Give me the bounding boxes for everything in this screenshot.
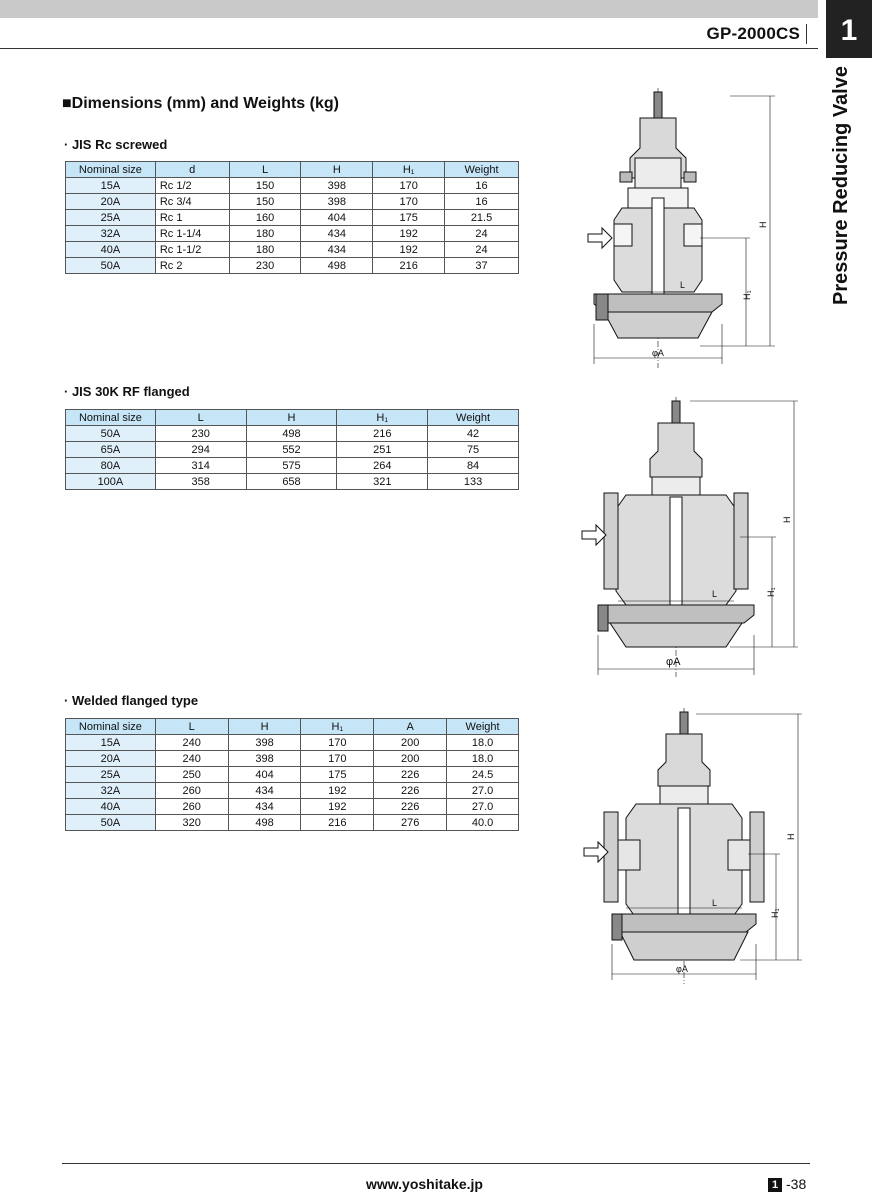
cell: 434 [301, 242, 373, 258]
cell: 192 [373, 242, 445, 258]
table-row [66, 258, 519, 274]
table-row [66, 242, 519, 258]
cell: Rc 2 [155, 258, 229, 274]
cell: 230 [155, 426, 246, 442]
cell: 15A [66, 178, 156, 194]
dim-label-h1: H₁ [766, 587, 776, 597]
cell: 498 [301, 258, 373, 274]
cell: 398 [301, 194, 373, 210]
table-row [66, 178, 519, 194]
cell: 180 [229, 242, 301, 258]
cell: 21.5 [445, 210, 519, 226]
cell: 40.0 [447, 815, 519, 831]
section-title: ■Dimensions (mm) and Weights (kg) [62, 95, 339, 112]
cell: 32A [66, 783, 156, 799]
header-bar [0, 0, 818, 18]
cell: 170 [301, 751, 374, 767]
cell: 230 [229, 258, 301, 274]
cell: 216 [337, 426, 428, 442]
cell: 100A [66, 474, 156, 490]
col-header: Weight [428, 410, 519, 426]
cell: 80A [66, 458, 156, 474]
dim-label-a: φA [652, 348, 664, 358]
cell: 170 [373, 178, 445, 194]
cell: 398 [228, 751, 301, 767]
cell: 358 [155, 474, 246, 490]
cell: Rc 3/4 [155, 194, 229, 210]
cell: 16 [445, 194, 519, 210]
table-row [66, 799, 519, 815]
table-row [66, 767, 519, 783]
cell: 175 [373, 210, 445, 226]
cell: 50A [66, 815, 156, 831]
dim-label-l: L [712, 898, 718, 908]
cell: 40A [66, 242, 156, 258]
cell: 240 [155, 751, 228, 767]
dim-label-h: H [758, 221, 768, 228]
cell: 24.5 [447, 767, 519, 783]
col-header: Weight [447, 719, 519, 735]
table-row [66, 751, 519, 767]
cell: 18.0 [447, 751, 519, 767]
flanged-table-title: · JIS 30K RF flanged [64, 384, 190, 399]
cell: 434 [228, 799, 301, 815]
cell: 276 [374, 815, 447, 831]
col-header: H₁ [373, 162, 445, 178]
cell: 320 [155, 815, 228, 831]
table-row [66, 226, 519, 242]
col-header: d [155, 162, 229, 178]
cell: 200 [374, 735, 447, 751]
cell: 314 [155, 458, 246, 474]
cell: 498 [246, 426, 337, 442]
cell: 25A [66, 210, 156, 226]
cell: Rc 1-1/4 [155, 226, 229, 242]
cell: Rc 1-1/2 [155, 242, 229, 258]
col-header: L [229, 162, 301, 178]
table-row [66, 458, 519, 474]
table-row [66, 442, 519, 458]
cell: 398 [228, 735, 301, 751]
cell: 250 [155, 767, 228, 783]
cell: 192 [301, 783, 374, 799]
cell: 24 [445, 242, 519, 258]
cell: 150 [229, 178, 301, 194]
header-separator [806, 24, 807, 44]
cell: 15A [66, 735, 156, 751]
col-header: L [155, 410, 246, 426]
cell: 65A [66, 442, 156, 458]
cell: 575 [246, 458, 337, 474]
cell: 240 [155, 735, 228, 751]
cell: 18.0 [447, 735, 519, 751]
cell: 175 [301, 767, 374, 783]
screwed-table-title: · JIS Rc screwed [64, 137, 168, 152]
chapter-tab: 1 [826, 0, 872, 58]
cell: 40A [66, 799, 156, 815]
welded-table-title: · Welded flanged type [64, 693, 199, 708]
cell: 552 [246, 442, 337, 458]
side-title-text: Pressure Reducing Valve [830, 66, 852, 306]
col-header: H [246, 410, 337, 426]
cell: 20A [66, 751, 156, 767]
side-title [826, 66, 856, 346]
dim-label-l: L [680, 280, 686, 290]
cell: 170 [373, 194, 445, 210]
flanged-table [65, 409, 519, 490]
table-row [66, 474, 519, 490]
page-chapter-box: 1 [768, 1178, 782, 1192]
cell: 50A [66, 258, 156, 274]
cell: 27.0 [447, 783, 519, 799]
cell: 434 [228, 783, 301, 799]
cell: 216 [373, 258, 445, 274]
table-header-row [66, 719, 519, 735]
col-header: Nominal size [66, 162, 156, 178]
cell: 251 [337, 442, 428, 458]
cell: 226 [374, 783, 447, 799]
table-row [66, 815, 519, 831]
cell: 150 [229, 194, 301, 210]
welded-table [65, 718, 519, 831]
cell: 226 [374, 799, 447, 815]
cell: 37 [445, 258, 519, 274]
cell: 321 [337, 474, 428, 490]
cell: 264 [337, 458, 428, 474]
cell: 84 [428, 458, 519, 474]
col-header: H [228, 719, 301, 735]
cell: 180 [229, 226, 301, 242]
table-row [66, 210, 519, 226]
dim-label-h1: H₁ [742, 290, 752, 300]
cell: 75 [428, 442, 519, 458]
flanged-valve-drawing [580, 397, 800, 677]
dim-label-h1: H₁ [770, 908, 780, 918]
cell: 24 [445, 226, 519, 242]
cell: 20A [66, 194, 156, 210]
col-header: H₁ [337, 410, 428, 426]
cell: 25A [66, 767, 156, 783]
screwed-valve-drawing [580, 88, 780, 368]
cell: 50A [66, 426, 156, 442]
welded-valve-drawing [580, 708, 804, 984]
cell: 658 [246, 474, 337, 490]
dim-label-h: H [782, 516, 792, 523]
cell: 434 [301, 226, 373, 242]
product-code: GP-2000CS [706, 24, 800, 43]
table-header-row [66, 162, 519, 178]
cell: 216 [301, 815, 374, 831]
cell: 192 [301, 799, 374, 815]
cell: 32A [66, 226, 156, 242]
table-row [66, 783, 519, 799]
col-header: L [155, 719, 228, 735]
cell: 404 [301, 210, 373, 226]
col-header: Nominal size [66, 719, 156, 735]
table-header-row [66, 410, 519, 426]
col-header: Weight [445, 162, 519, 178]
cell: 294 [155, 442, 246, 458]
cell: 226 [374, 767, 447, 783]
cell: 133 [428, 474, 519, 490]
col-header: H₁ [301, 719, 374, 735]
col-header: Nominal size [66, 410, 156, 426]
cell: 200 [374, 751, 447, 767]
table-row [66, 194, 519, 210]
screwed-table [65, 161, 519, 274]
cell: 260 [155, 799, 228, 815]
cell: Rc 1/2 [155, 178, 229, 194]
cell: 260 [155, 783, 228, 799]
cell: 192 [373, 226, 445, 242]
cell: 498 [228, 815, 301, 831]
cell: 398 [301, 178, 373, 194]
cell: 16 [445, 178, 519, 194]
cell: 27.0 [447, 799, 519, 815]
dim-label-l: L [712, 589, 718, 599]
header-rule [0, 48, 818, 49]
page-number: -38 [786, 1176, 807, 1192]
table-row [66, 735, 519, 751]
dim-label-a: φA [666, 656, 681, 668]
cell: 404 [228, 767, 301, 783]
cell: 170 [301, 735, 374, 751]
dim-label-h: H [786, 833, 796, 840]
dim-label-a: φA [676, 964, 688, 974]
cell: 42 [428, 426, 519, 442]
cell: Rc 1 [155, 210, 229, 226]
website-link[interactable]: www.yoshitake.jp [366, 1176, 483, 1192]
footer-rule [62, 1163, 810, 1164]
col-header: A [374, 719, 447, 735]
col-header: H [301, 162, 373, 178]
table-row [66, 426, 519, 442]
cell: 160 [229, 210, 301, 226]
